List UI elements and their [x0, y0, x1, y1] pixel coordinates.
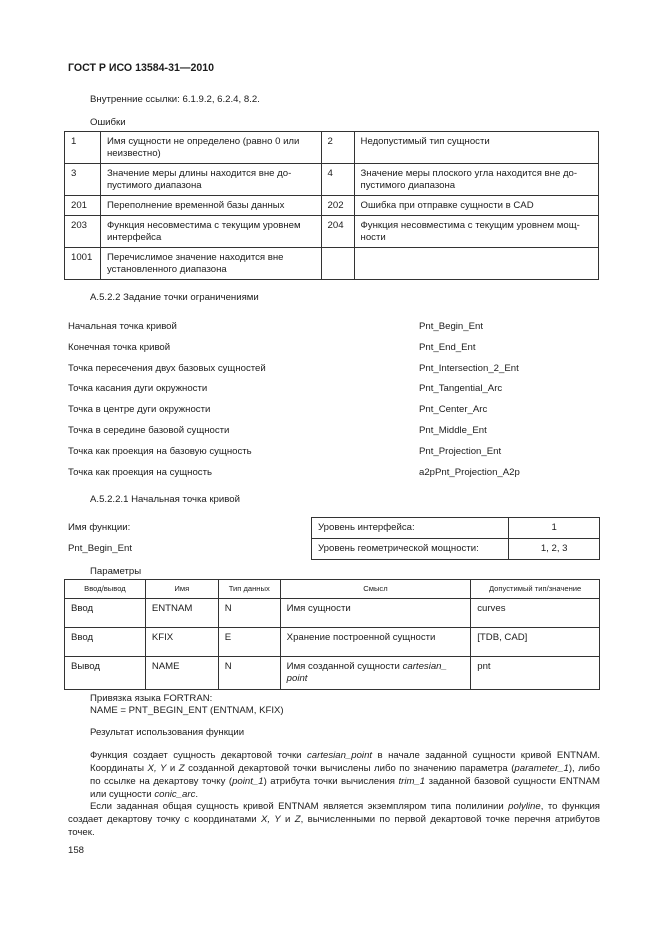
constraint-point-row: [68, 425, 568, 437]
text-run: Функция создает сущность декартовой точки: [90, 750, 307, 761]
constraint-point-row: [68, 342, 568, 354]
section-a5221: А.5.2.2.1 Начальная точка кривой: [90, 494, 240, 505]
text-run: и: [280, 814, 295, 825]
text-run: созданной декартовой точки вычислены либо по значению параметра (: [184, 763, 515, 774]
constraint-point-label: Точка как проекция на базовую сущность: [68, 445, 252, 457]
param-io: Ввод: [65, 599, 146, 628]
error-code: 2: [321, 132, 354, 164]
col-type: Тип данных: [218, 580, 280, 599]
param-allowed: curves: [471, 599, 600, 628]
interface-level-label: Уровень интерфейса:: [312, 518, 509, 539]
param-row: [65, 599, 600, 628]
constraint-point-code: Pnt_Projection_Ent: [419, 445, 502, 457]
constraint-point-code: Pnt_Intersection_2_Ent: [419, 362, 519, 374]
error-text: Значение меры длины находится вне до-пустимого диапазона: [100, 164, 321, 196]
italic-term: polyline: [508, 801, 541, 812]
params-table: [64, 579, 600, 690]
error-code: 4: [321, 164, 354, 196]
param-meaning-text: Имя сущности: [286, 603, 351, 614]
col-allowed: Допустимый тип/значение: [471, 580, 600, 599]
italic-term: conic_arc: [154, 789, 196, 800]
param-row: [65, 628, 600, 657]
error-row: [65, 164, 599, 196]
params-label: Параметры: [90, 566, 142, 577]
text-run: , то функция создает декартову точку с координатами: [68, 801, 600, 825]
error-row: [65, 216, 599, 248]
error-text: Функция несовместима с текущим уровнем мощ-ности: [354, 216, 598, 248]
param-meaning-text: Хранение построенной сущности: [286, 632, 436, 643]
page-number: 158: [68, 845, 85, 856]
page-title: ГОСТ Р ИСО 13584-31—2010: [68, 62, 215, 74]
usage-paragraph-2: [68, 800, 600, 839]
constraint-point-label: Точка в центре дуги окружности: [68, 404, 211, 416]
constraint-point-row: [68, 446, 568, 458]
interface-table: [311, 517, 600, 560]
constraint-point-label: Точка как проекция на сущность: [68, 466, 212, 478]
text-run: .: [195, 789, 199, 800]
error-row: [65, 132, 599, 164]
param-name: ENTNAM: [145, 599, 218, 628]
text-run: , вычисленными по первой декартовой точке перечня атрибутов точек.: [68, 814, 600, 838]
param-name: KFIX: [145, 628, 218, 657]
interface-level-value: 1: [509, 518, 600, 539]
param-io: Вывод: [65, 657, 146, 690]
error-text: Ошибка при отправке сущности в CAD: [354, 196, 598, 216]
constraint-point-row: [68, 321, 568, 333]
error-code: 203: [65, 216, 101, 248]
error-row: [65, 196, 599, 216]
text-run: Если заданная общая сущность кривой ENTNAM является экземпляром типа полилинии: [90, 801, 509, 812]
error-text: Перечислимое значение находится вне установленного диапазона: [100, 248, 321, 280]
error-code: [321, 248, 354, 280]
fortran-binding: NAME = PNT_BEGIN_ENT (ENTNAM, KFIX): [90, 705, 284, 716]
error-text: Недопустимый тип сущности: [354, 132, 598, 164]
error-code: 3: [65, 164, 101, 196]
interface-row: [312, 518, 600, 539]
italic-term: point_1: [232, 776, 264, 787]
constraint-point-label: Начальная точка кривой: [68, 321, 177, 332]
text-run: ), либо по ссылке на декартову точку (: [90, 763, 600, 787]
fortran-label: Привязка языка FORTRAN:: [90, 693, 213, 704]
italic-term: Z: [178, 763, 185, 774]
error-code: 1001: [65, 248, 101, 280]
constraint-point-code: Pnt_Tangential_Arc: [419, 383, 503, 395]
param-allowed: [TDB, CAD]: [471, 628, 600, 657]
constraint-point-code: Pnt_End_Ent: [419, 341, 476, 353]
constraint-point-code: Pnt_Center_Arc: [419, 404, 488, 416]
constraint-point-code: a2pPnt_Projection_A2p: [419, 466, 520, 478]
constraint-point-row: [68, 363, 568, 375]
constraint-point-row: [68, 467, 568, 479]
italic-term: X, Y: [260, 814, 281, 825]
error-text: Имя сущности не определено (равно 0 или неизвестно): [100, 132, 321, 164]
constraint-point-row: [68, 404, 568, 416]
param-meaning: [280, 657, 471, 690]
internal-refs: Внутренние ссылки: 6.1.9.2, 6.2.4, 8.2.: [90, 94, 260, 105]
param-type: N: [218, 599, 280, 628]
param-meaning: [280, 628, 471, 657]
param-meaning-text: Имя созданной сущности cartesian_: [286, 661, 447, 672]
col-name: Имя: [145, 580, 218, 599]
usage-paragraph-1: [90, 749, 600, 801]
constraint-point-label: Точка пересечения двух базовых сущностей: [68, 362, 266, 374]
error-text: Переполнение временной базы данных: [100, 196, 321, 216]
error-code: 201: [65, 196, 101, 216]
param-allowed: pnt: [471, 657, 600, 690]
text-run: и: [166, 763, 179, 774]
param-name: NAME: [145, 657, 218, 690]
usage-label: Результат использования функции: [90, 727, 245, 738]
function-name-label: Имя функции:: [68, 522, 131, 533]
constraint-point-label: Точка в середине базовой сущности: [68, 425, 230, 436]
param-io: Ввод: [65, 628, 146, 657]
constraint-point-label: Точка касания дуги окружности: [68, 383, 208, 395]
param-meaning-cont: point: [286, 673, 308, 684]
params-header-row: [65, 580, 600, 599]
italic-term: cartesian_: [402, 661, 447, 672]
param-type: N: [218, 657, 280, 690]
error-code: 202: [321, 196, 354, 216]
section-a522: А.5.2.2 Задание точки ограничениями: [90, 292, 259, 303]
errors-table: [64, 131, 599, 280]
italic-term: Z: [294, 814, 301, 825]
param-meaning: [280, 599, 471, 628]
interface-row: [312, 539, 600, 560]
error-text: [354, 248, 598, 280]
geometric-level-label: Уровень геометрической мощности:: [312, 539, 509, 560]
col-io: Ввод/вывод: [65, 580, 146, 599]
constraint-point-label: Конечная точка кривой: [68, 341, 171, 353]
constraint-point-code: Pnt_Begin_Ent: [419, 321, 484, 332]
italic-term: trim_1: [398, 776, 426, 787]
error-code: 204: [321, 216, 354, 248]
constraint-point-row: [68, 383, 568, 395]
italic-term: parameter_1: [514, 763, 569, 774]
text-run: в начале заданной сущности кривой ENTNAM. Координаты: [90, 750, 601, 774]
error-row: [65, 248, 599, 280]
errors-label: Ошибки: [90, 117, 126, 128]
col-meaning: Смысл: [280, 580, 471, 599]
text-run: ) атрибута точки вычисления: [263, 776, 399, 787]
italic-term: cartesian_point: [307, 750, 373, 761]
error-text: Значение меры плоского угла находится вне до-пустимого диапазона: [354, 164, 598, 196]
param-row: [65, 657, 600, 690]
function-name: Pnt_Begin_Ent: [68, 543, 133, 554]
error-code: 1: [65, 132, 101, 164]
error-text: Функция несовместима с текущим уровнем интерфейса: [100, 216, 321, 248]
text-run: заданной базовой сущности ENTNAM или сущности: [90, 776, 600, 800]
geometric-level-value: 1, 2, 3: [509, 539, 600, 560]
italic-term: X, Y: [147, 763, 167, 774]
constraint-point-code: Pnt_Middle_Ent: [419, 425, 487, 436]
param-type: E: [218, 628, 280, 657]
